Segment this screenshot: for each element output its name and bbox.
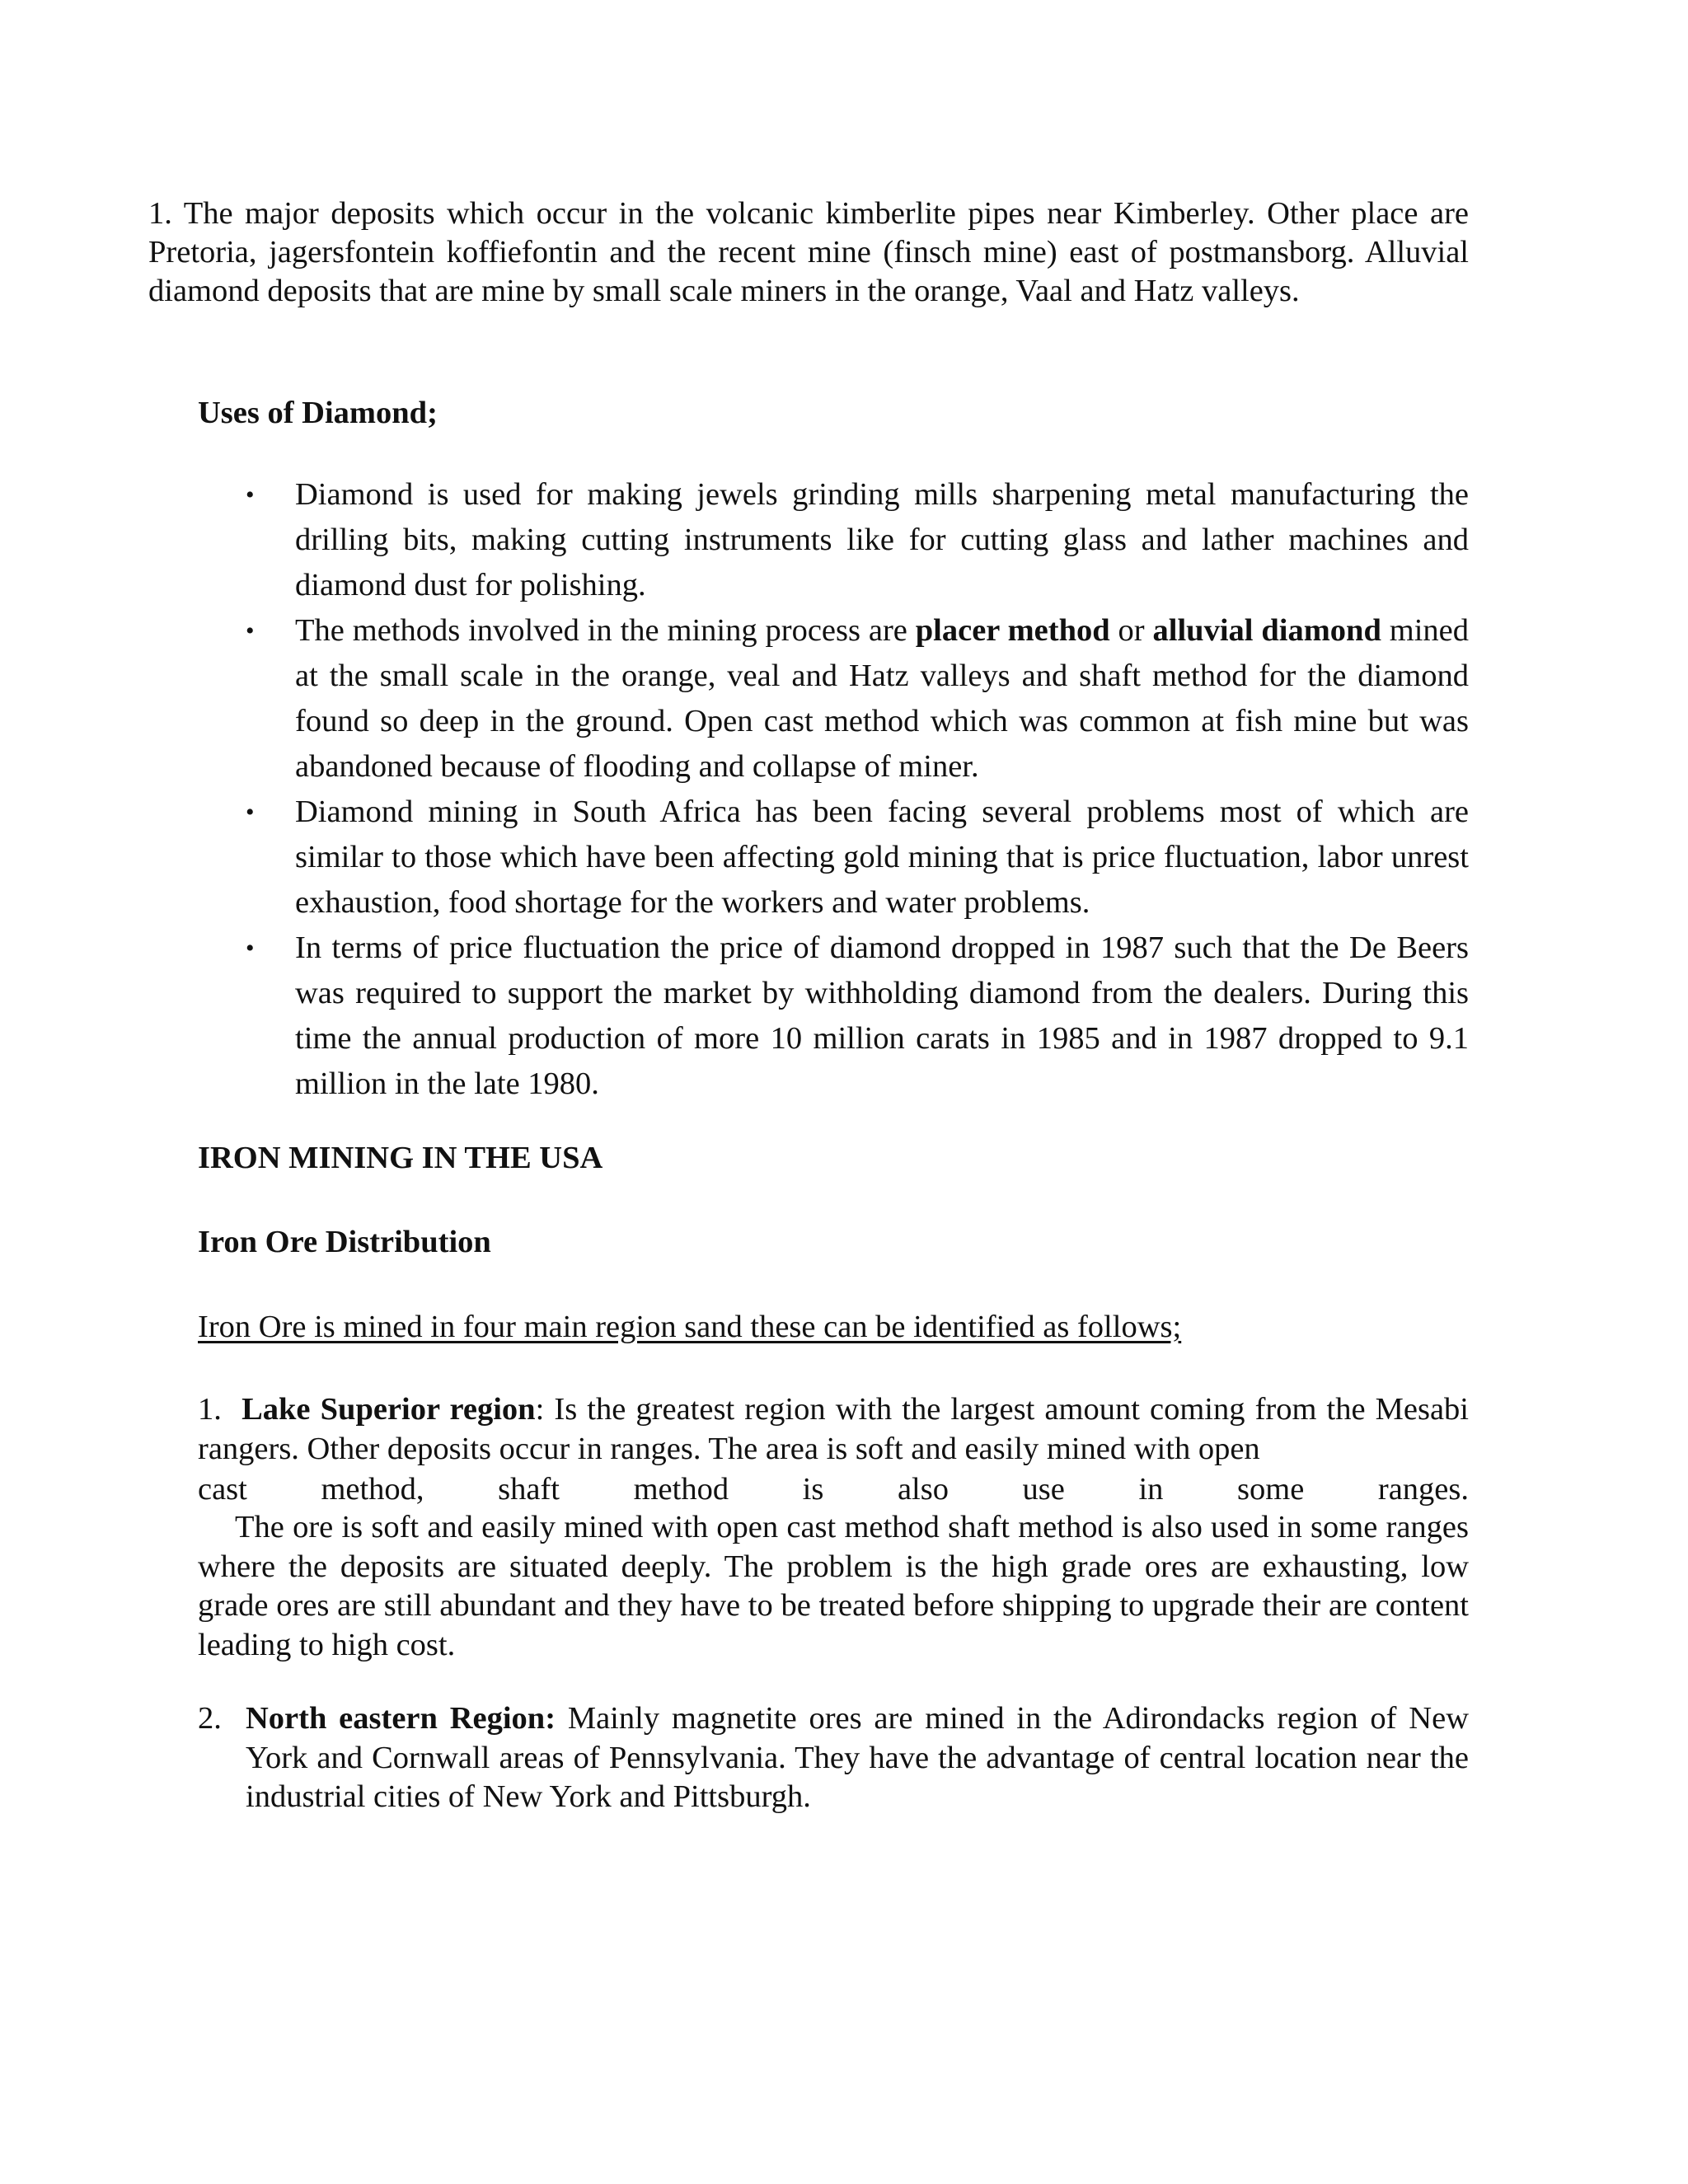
list-item: • The methods involved in the mining process are placer method or alluvial diamond mined at the small scale in the orange, veal and Hatz valleys and shaft method for the diamond found so deep in the ground. Open cast method which was common at fish mine but was abandoned because of flooding and collapse of miner. bbox=[295, 608, 1469, 790]
lake-superior-continuation: The ore is soft and easily mined with open cast method shaft method is also used in some ranges where the deposits are situated deeply. The problem is the high grade ores are exhausting, low grade ores are still abundant and they have to be treated before shipping to upgrade their are content leading to high cost. bbox=[198, 1510, 1469, 1662]
bullet-icon: • bbox=[246, 799, 255, 826]
uses-heading: Uses of Diamond; bbox=[198, 396, 438, 430]
intro-text: The major deposits which occur in the volcanic kimberlite pipes near Kimberley. Other place are Pretoria, jagersfontein koffiefontin and the recent mine (finsch mine) east of postmansborg. Alluvial diamond deposits that are mine by small scale miners in the orange, Vaal and Hatz valleys. bbox=[148, 196, 1469, 308]
region2-number: 2. bbox=[198, 1701, 222, 1736]
region1-number: 1. bbox=[198, 1392, 222, 1427]
iron-mining-heading: IRON MINING IN THE USA bbox=[198, 1141, 603, 1175]
list-item: • In terms of price fluctuation the price of diamond dropped in 1987 such that the De Beers was required to support the market by withholding diamond from the dealers. During this time the annual production of more 10 million carats in 1985 and in 1987 dropped to 9.1 million in the late 1980. bbox=[295, 926, 1469, 1107]
list-item: • Diamond mining in South Africa has been facing several problems most of which are similar to those which have been affecting gold mining that is price fluctuation, labor unrest exhaustion, food shortage for the workers and water problems. bbox=[295, 790, 1469, 926]
intro-number: 1. bbox=[148, 196, 172, 231]
iron-ore-intro: Iron Ore is mined in four main region sand these can be identified as follows; bbox=[198, 1310, 1182, 1344]
lake-superior-line-cast: cast method, shaft method is also use in some ranges. bbox=[198, 1472, 1469, 1507]
iron-ore-distribution-heading: Iron Ore Distribution bbox=[198, 1225, 491, 1259]
bullet-icon: • bbox=[246, 617, 255, 644]
lake-superior-paragraph: 1. Lake Superior region: Is the greatest region with the largest amount coming from the Mesabi rangers. Other deposits occur in ranges. The area is soft and easily mined with open bbox=[198, 1392, 1470, 1466]
north-eastern-paragraph: 2. North eastern Region: Mainly magnetite ores are mined in the Adirondacks region of New York and Cornwall areas of Pennsylvania. They have the advantage of central location near the industrial cities of New York and Pittsburgh. bbox=[198, 1701, 1469, 1814]
bullet-icon: • bbox=[246, 935, 255, 962]
uses-bullet-list bbox=[246, 472, 1470, 1107]
bullet-icon: • bbox=[246, 481, 255, 509]
intro-paragraph bbox=[148, 194, 1469, 311]
placer-method-term: placer method bbox=[915, 613, 1110, 648]
list-item: • Diamond is used for making jewels grinding mills sharpening metal manufacturing the drilling bits, making cutting instruments like for cutting glass and lather machines and diamond dust for polishing. bbox=[295, 472, 1469, 608]
alluvial-diamond-term: alluvial diamond bbox=[1152, 613, 1381, 648]
lake-superior-title: Lake Superior region bbox=[241, 1392, 536, 1427]
north-eastern-title: North eastern Region: bbox=[246, 1701, 556, 1736]
